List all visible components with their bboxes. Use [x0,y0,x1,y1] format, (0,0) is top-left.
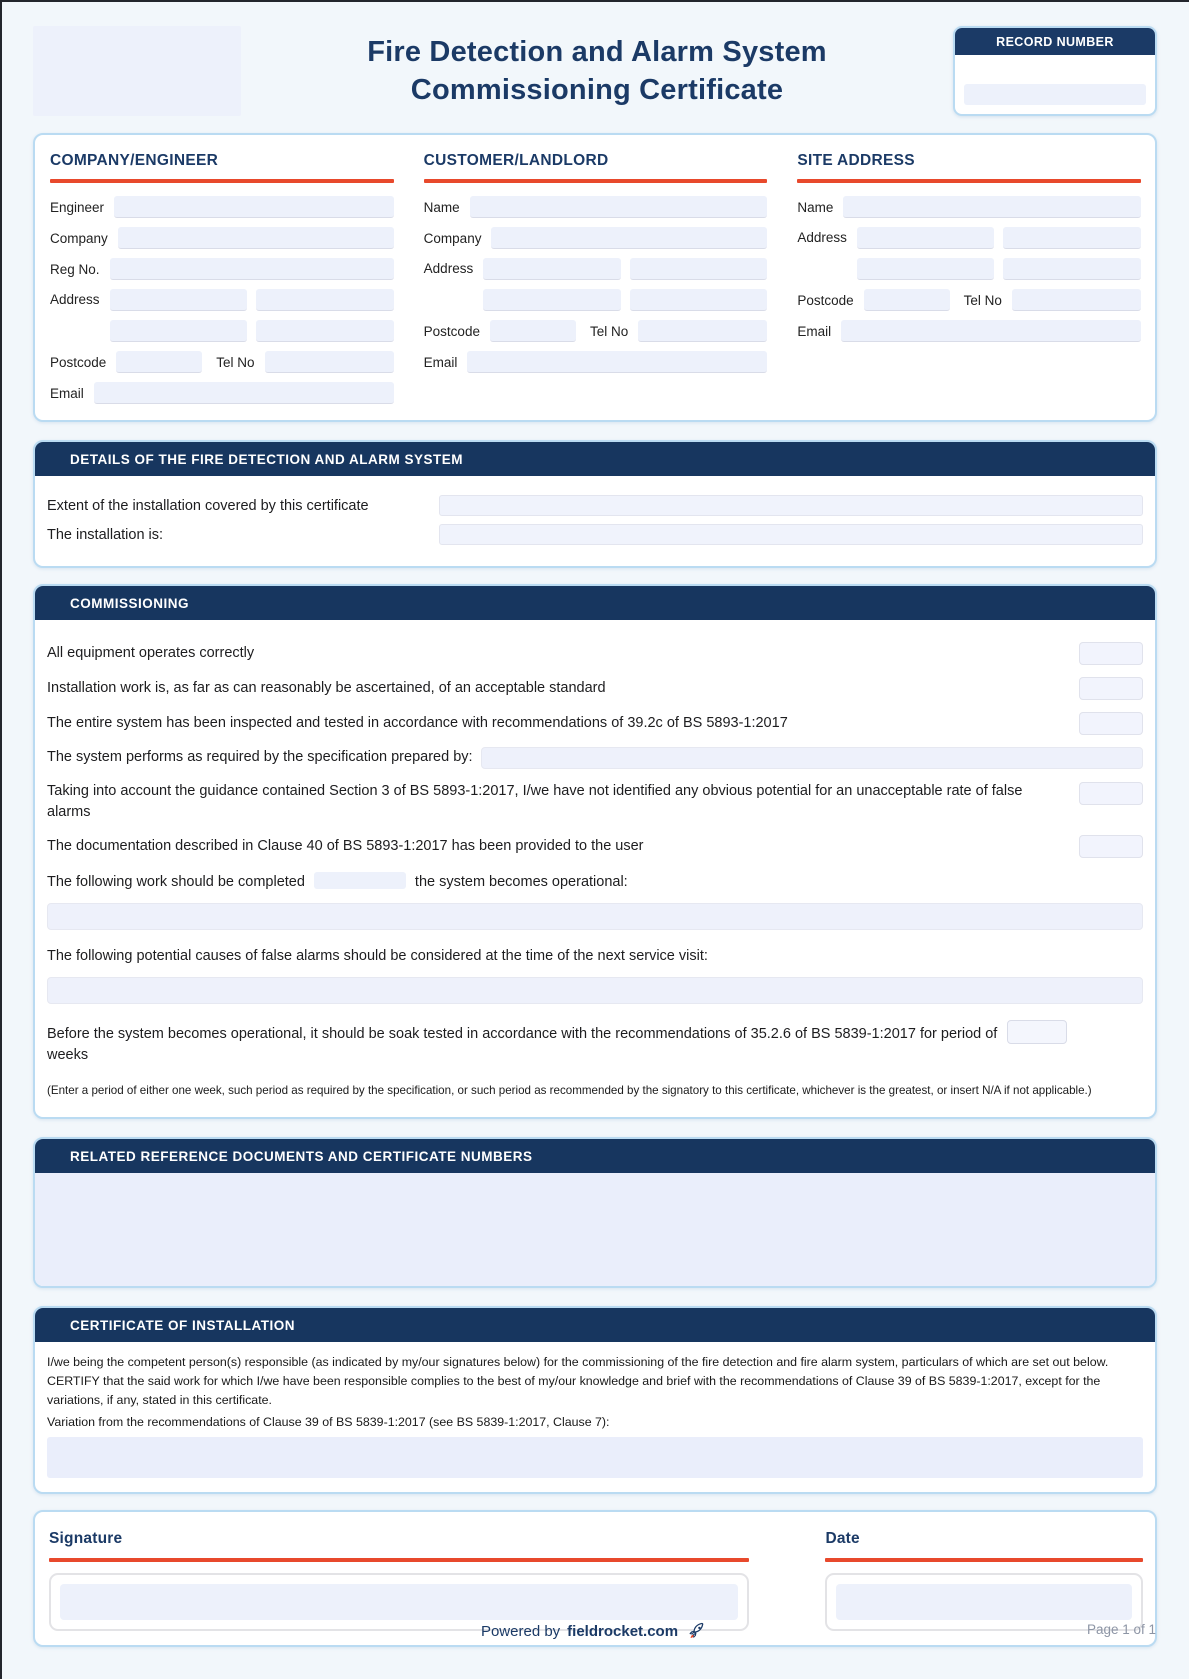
certificate-declaration-text: I/we being the competent person(s) responsible (as indicated by my/our signatures below) for the commissioning of the fire detection and fire alarm system, particulars of which are set out below. CERTIFY that the said work for which I/we have been responsible complies to the best of my/our knowledge and brief with the recommendations of Clause 39 of BS 5839-1:2017, except for the variations, if any, stated in this certificate. [47,1354,1109,1408]
title-line-1: Fire Detection and Alarm System [367,36,827,68]
site-email-label: Email [797,323,832,339]
customer-tel-label: Tel No [589,323,629,339]
customer-company-label: Company [423,230,482,246]
accent-divider [50,179,394,183]
company-address-line2-input[interactable] [256,289,394,311]
details-card [33,440,1157,568]
accent-divider [797,179,1141,183]
variation-textarea[interactable] [47,1437,1143,1478]
certificate-installation-card [33,1306,1157,1495]
logo-placeholder [33,26,241,116]
soak-period-note: (Enter a period of either one week, such period as required by the specification, or such period as recommended by the signatory to this certificate, whichever is the greatest, or insert N/A if not applicable.) [47,1084,1092,1098]
page-header [33,26,1157,116]
site-address-line1-input[interactable] [857,227,995,249]
powered-by [481,1620,708,1642]
site-postcode-input[interactable] [864,289,950,311]
commissioning-body [35,620,1155,1117]
powered-by-text: Powered by [480,1622,561,1640]
company-label: Company [50,230,108,246]
company-engineer-column [50,150,394,404]
date-input[interactable] [836,1584,1132,1620]
signature-input[interactable] [60,1584,738,1620]
customer-name-label: Name [423,199,460,215]
site-address-column [797,150,1141,404]
page-footer [0,1620,1189,1642]
site-postcode-label: Postcode [797,292,854,308]
company-address-line4-input[interactable] [256,320,394,342]
installation-is-label: The installation is: [47,526,164,543]
company-address-line1-input[interactable] [110,289,248,311]
commissioning-section-header: COMMISSIONING [35,586,1155,620]
documentation-statement: The documentation described in Clause 40 of BS 5893-1:2017 has been provided to the user [47,838,644,855]
reg-no-input[interactable] [110,258,394,280]
company-tel-input[interactable] [265,351,394,373]
brand-link[interactable]: fieldrocket.com [567,1622,679,1640]
company-postcode-label: Postcode [50,354,107,370]
extent-label: Extent of the installation covered by this certificate [47,497,369,514]
site-address-line2-input[interactable] [1003,227,1141,249]
work-timing-input[interactable] [314,872,406,889]
customer-address-line2-input[interactable] [630,258,768,280]
check-installation-input[interactable] [1079,677,1143,700]
customer-postcode-label: Postcode [423,323,480,339]
certificate-section-header: CERTIFICATE OF INSTALLATION [35,1308,1155,1342]
work-to-complete-input[interactable] [47,903,1143,930]
page-number: Page 1 of 1 [1086,1622,1156,1637]
page-title [241,34,953,109]
engineer-label: Engineer [50,199,105,215]
site-name-label: Name [797,199,834,215]
title-line-2: Commissioning Certificate [410,73,784,106]
reg-no-label: Reg No. [50,261,100,277]
site-address-line3-input[interactable] [857,258,995,280]
customer-address-line1-input[interactable] [483,258,621,280]
false-alarm-causes-line: The following potential causes of false alarms should be considered at the time of the next service visit: [47,947,708,964]
soak-test-line [47,1020,1093,1068]
engineer-input[interactable] [114,196,394,218]
site-tel-input[interactable] [1012,289,1141,311]
date-heading: Date [825,1530,860,1548]
signature-heading: Signature [49,1530,123,1548]
company-engineer-heading: COMPANY/ENGINEER [50,152,219,169]
site-address-label: Address [797,230,847,245]
company-email-input[interactable] [94,382,394,404]
soak-after-text: weeks [47,1047,89,1064]
rocket-icon [686,1620,708,1642]
soak-weeks-input[interactable] [1007,1020,1067,1044]
related-section-header: RELATED REFERENCE DOCUMENTS AND CERTIFICATE NUMBERS [35,1139,1155,1173]
site-email-input[interactable] [841,320,1141,342]
work-to-complete-line [47,872,1143,894]
record-number-card [953,26,1157,116]
customer-landlord-heading: CUSTOMER/LANDLORD [423,152,609,169]
site-address-grid [857,227,1141,280]
record-number-input[interactable] [964,84,1146,105]
customer-address-label: Address [423,261,474,276]
company-address-label: Address [50,292,100,307]
title-wrap [241,26,953,109]
customer-email-input[interactable] [467,351,767,373]
company-email-label: Email [50,385,84,401]
company-postcode-input[interactable] [116,351,202,373]
signature-column [49,1525,749,1631]
work-after-text: the system becomes operational: [414,874,628,891]
installation-is-input[interactable] [439,524,1143,545]
customer-address-line3-input[interactable] [483,289,621,311]
false-alarm-statement: Taking into account the guidance contained Section 3 of BS 5893-1:2017, I/we have not identified any obvious potential for an unacceptable rate of false alarms [47,783,1023,821]
company-address-grid [110,289,394,342]
company-tel-label: Tel No [216,354,255,370]
check-installation-label: Installation work is, as far as can reasonably be ascertained, of an acceptable standard [47,679,606,696]
company-address-line3-input[interactable] [110,320,248,342]
customer-company-input[interactable] [491,227,767,249]
accent-divider [424,179,768,183]
site-tel-label: Tel No [963,292,1002,308]
spec-prepared-label: The system performs as required by the specification prepared by: [47,749,473,766]
soak-before-text: Before the system becomes operational, it should be soak tested in accordance with the recommendations of 35.2.6 of BS 5839-1:2017 for period of [47,1025,998,1042]
parties-card [33,133,1157,422]
check-equipment-input[interactable] [1079,642,1143,665]
customer-email-label: Email [423,354,458,370]
site-name-input[interactable] [843,196,1141,218]
related-documents-card [33,1137,1157,1288]
accent-divider [49,1558,749,1562]
commissioning-card [33,584,1157,1119]
details-body [35,476,1155,566]
site-address-line4-input[interactable] [1003,258,1141,280]
customer-postcode-input[interactable] [490,320,576,342]
variation-label: Variation from the recommendations of Clause 39 of BS 5839-1:2017 (see BS 5839-1:2017, Clause 7): [47,1415,610,1430]
customer-tel-input[interactable] [638,320,767,342]
accent-divider [825,1558,1143,1562]
customer-address-line4-input[interactable] [630,289,768,311]
company-input[interactable] [118,227,394,249]
check-inspected-input[interactable] [1079,712,1143,735]
site-address-heading: SITE ADDRESS [797,152,915,169]
false-alarm-input[interactable] [1079,782,1143,805]
documentation-input[interactable] [1079,835,1143,858]
spec-prepared-input[interactable] [481,747,1143,769]
date-column [825,1525,1143,1631]
details-section-header: DETAILS OF THE FIRE DETECTION AND ALARM SYSTEM [35,442,1155,476]
record-number-label: RECORD NUMBER [955,28,1155,55]
record-number-body [955,55,1155,114]
customer-name-input[interactable] [470,196,768,218]
certificate-body [35,1342,1155,1493]
check-inspected-label: The entire system has been inspected and tested in accordance with recommendations of 39.2c of BS 5893-1:2017 [47,714,788,731]
false-alarm-causes-input[interactable] [47,977,1143,1004]
check-equipment-label: All equipment operates correctly [47,644,255,661]
customer-address-grid [483,258,767,311]
customer-landlord-column [424,150,768,404]
related-documents-textarea[interactable] [35,1173,1155,1286]
extent-input[interactable] [439,495,1143,516]
work-before-text: The following work should be completed [47,874,305,891]
